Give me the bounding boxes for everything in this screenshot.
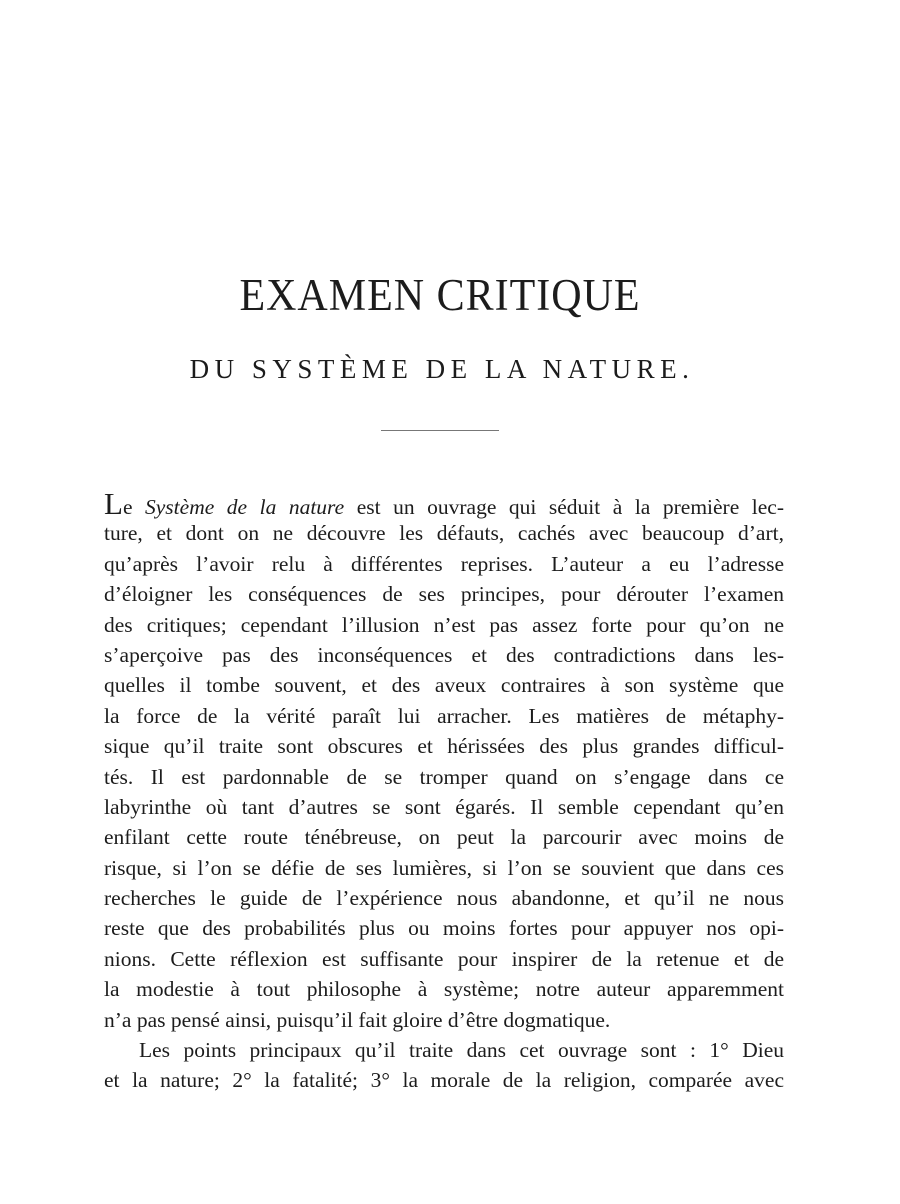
text-line: tés. Il est pardonnable de se tromper quand on s’engage dans ce — [104, 764, 784, 789]
drop-cap: L — [104, 486, 123, 521]
text-line: n’a pas pensé ainsi, puisqu’il fait gloire d’être dogmatique. — [104, 1007, 611, 1032]
text-line: la force de la vérité paraît lui arracher. Les matières de métaphy- — [104, 703, 784, 728]
text-line: reste que des probabilités plus ou moins fortes pour appuyer nos opi- — [104, 916, 784, 941]
title-divider — [381, 430, 499, 431]
text-line: des critiques; cependant l’illusion n’est pas assez forte pour qu’on ne — [104, 612, 784, 637]
text-line: recherches le guide de l’expérience nous abandonne, et qu’il ne nous — [104, 886, 784, 911]
page-subtitle: DU SYSTÈME DE LA NATURE. — [189, 354, 695, 384]
text-line: quelles il tombe souvent, et des aveux contraires à son système que — [104, 673, 784, 698]
text-line: ture, et dont on ne découvre les défauts, cachés avec beaucoup d’art, — [104, 521, 784, 546]
text-line: labyrinthe où tant d’autres se sont égarés. Il semble cependant qu’en — [104, 794, 784, 819]
text-line — [104, 486, 785, 521]
text-line: risque, si l’on se défie de ses lumières, si l’on se souvient que dans ces — [104, 855, 784, 880]
text-line: nions. Cette réflexion est suffisante pour inspirer de la retenue et de — [104, 946, 784, 971]
text-line: qu’après l’avoir relu à différentes reprises. L’auteur a eu l’adresse — [104, 551, 784, 576]
text-line: d’éloigner les conséquences de ses principes, pour dérouter l’examen — [104, 582, 784, 607]
text-line: enfilant cette route ténébreuse, on peut la parcourir avec moins de — [104, 825, 784, 850]
body-text — [104, 488, 784, 1096]
text-line: Les points principaux qu’il traite dans cet ouvrage sont : 1° Dieu — [139, 1038, 784, 1063]
line-fragment: e — [122, 495, 146, 519]
text-line: sique qu’il traite sont obscures et hérissées des plus grandes difficul- — [104, 734, 784, 759]
text-line: la modestie à tout philosophe à système; notre auteur apparemment — [104, 977, 784, 1002]
paragraph-2 — [104, 1035, 784, 1096]
line-fragment: est un ouvrage qui séduit à la première lec- — [344, 495, 785, 519]
text-line: et la nature; 2° la fatalité; 3° la morale de la religion, comparée avec — [104, 1068, 784, 1093]
page-title: EXAMEN CRITIQUE — [239, 271, 641, 321]
paragraph-1 — [104, 488, 784, 1035]
text-line: s’aperçoive pas des inconséquences et des contradictions dans les- — [104, 642, 784, 667]
book-title-italic: Système de la nature — [145, 495, 345, 519]
